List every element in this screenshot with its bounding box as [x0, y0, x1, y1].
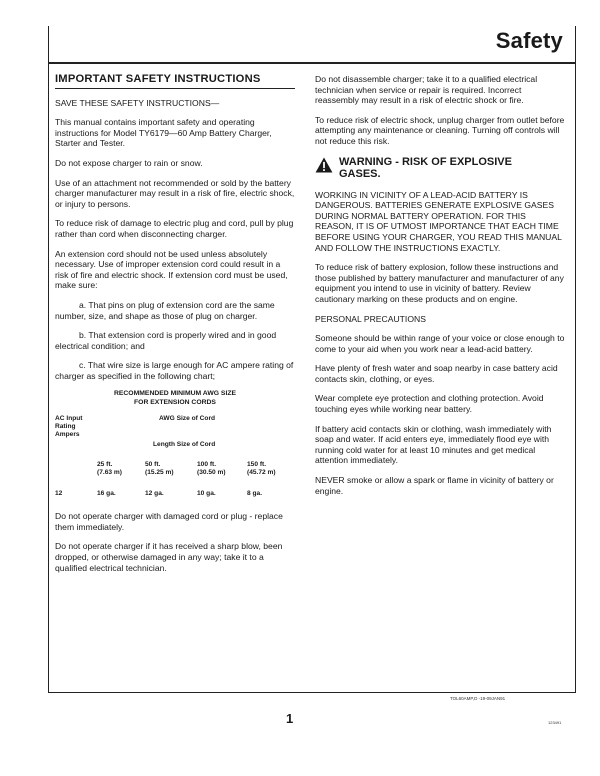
right-column	[315, 74, 565, 505]
warning-line-2: GASES.	[339, 167, 381, 180]
list-item-b: b. That extension cord is properly wired and in good electrical condition; and	[55, 330, 277, 351]
paragraph: Someone should be within range of your voice or close enough to come to your aid when you work near a lead-acid battery.	[315, 333, 565, 354]
corner-code: 123491	[548, 720, 562, 725]
warning-heading	[315, 156, 565, 180]
section-heading: IMPORTANT SAFETY INSTRUCTIONS	[55, 74, 295, 89]
paragraph: Do not expose charger to rain or snow.	[55, 157, 203, 168]
paragraph: Wear complete eye protection and clothing protection. Avoid touching eyes while working near battery.	[315, 393, 544, 415]
warning-line-1: WARNING - RISK OF EXPLOSIVE	[339, 155, 512, 168]
warning-triangle-icon	[315, 157, 333, 173]
length-50-ft: 50 ft.	[145, 461, 161, 469]
ac-input-label: AC Input	[55, 415, 83, 423]
paragraph: WORKING IN VICINITY OF A LEAD-ACID BATTERY IS DANGEROUS. BATTERIES GENERATE EXPLOSIVE GASES DURING NORMAL BATTERY OPERATION. FOR THIS REASON, IT IS OF UTMOST IMPORTANCE THAT EACH TIME BEFORE USING YOUR CHARGER, YOU READ THIS MANUAL AND FOLLOW THE INSTRUCTIONS EXACTLY.	[315, 189, 562, 253]
row-value-50: 12 ga.	[145, 490, 164, 498]
row-value-100: 10 ga.	[197, 490, 216, 498]
length-150-m: (45.72 m)	[247, 469, 276, 477]
paragraph: If battery acid contacts skin or clothing, wash immediately with soap and water. If acid enters eye, immediately flood eye with running cold water for at least 10 minutes and get medical attention immediately.	[315, 423, 552, 466]
paragraph: Do not disassemble charger; take it to a qualified electrical technician when service or repair is required. Incorrect reassembly may result in a risk of electric shock or fire.	[315, 74, 538, 106]
ampers-label: Ampers	[55, 431, 80, 439]
paragraph: NEVER smoke or allow a spark or flame in vicinity of battery or engine.	[315, 475, 554, 496]
paragraph: Use of an attachment not recommended or sold by the battery charger manufacturer may result in a risk of fire, electric shock, or injury to persons.	[55, 177, 295, 209]
list-item-c: c. That wire size is large enough for AC ampere rating of charger as specified in the following chart;	[55, 360, 294, 381]
content-frame	[48, 64, 576, 693]
paragraph: Do not operate charger if it has received a sharp blow, been dropped, or otherwise damaged in any way; take it to a qualified electrical technician.	[55, 541, 283, 573]
paragraph: Do not operate charger with damaged cord or plug - replace them immediately.	[55, 511, 283, 532]
awg-chart-title	[55, 390, 295, 407]
row-value-25: 16 ga.	[97, 490, 116, 498]
left-column	[55, 74, 295, 582]
page-title: Safety	[495, 28, 563, 53]
paragraph: Have plenty of fresh water and soap nearby in case battery acid contacts skin, clothing, or eyes.	[315, 363, 558, 384]
title-bar	[48, 26, 576, 64]
length-100-m: (30.50 m)	[197, 469, 226, 477]
paragraph: An extension cord should not be used unless absolutely necessary. Use of improper extension cord could result in a risk of fire and electric shock. If extension cord must be used, make sure:	[55, 248, 288, 291]
footer-code: TOL60AMP,D -19-09JAN91	[450, 696, 506, 701]
length-25-m: (7.63 m)	[97, 469, 122, 477]
row-amps: 12	[55, 490, 63, 498]
paragraph: To reduce risk of electric shock, unplug charger from outlet before attempting any maintenance or cleaning. Turning off controls will not reduce this risk.	[315, 114, 565, 146]
row-value-150: 8 ga.	[247, 490, 263, 498]
warning-text	[339, 156, 512, 180]
rating-label: Rating	[55, 423, 76, 431]
paragraph: To reduce risk of damage to electric plug and cord, pull by plug rather than cord when disconnecting charger.	[55, 218, 294, 239]
page-number: 1	[286, 711, 294, 726]
length-size-header: Length Size of Cord	[153, 441, 216, 449]
awg-chart-title-line-1: RECOMMENDED MINIMUM AWG SIZE	[113, 390, 237, 398]
awg-size-header: AWG Size of Cord	[159, 415, 216, 423]
length-25-ft: 25 ft.	[97, 461, 113, 469]
paragraph: This manual contains important safety and operating instructions for Model TY6179—60 Amp Battery Charger, Starter and Tester.	[55, 117, 272, 149]
length-150-ft: 150 ft.	[247, 461, 267, 469]
paragraph: To reduce risk of battery explosion, follow these instructions and those published by battery manufacturer and manufacturer of any equipment you intend to use in vicinity of battery. Review cautionary marking on these products and on engine.	[315, 262, 564, 304]
length-50-m: (15.25 m)	[145, 469, 174, 477]
subheading: PERSONAL PRECAUTIONS	[315, 313, 426, 324]
list-item-a: a. That pins on plug of extension cord are the same number, size, and shape as those of plug on charger.	[55, 299, 275, 321]
paragraph: SAVE THESE SAFETY INSTRUCTIONS—	[55, 97, 220, 108]
awg-chart-title-line-2: FOR EXTENSION CORDS	[134, 398, 216, 406]
length-100-ft: 100 ft.	[197, 461, 217, 469]
awg-table	[55, 415, 295, 511]
